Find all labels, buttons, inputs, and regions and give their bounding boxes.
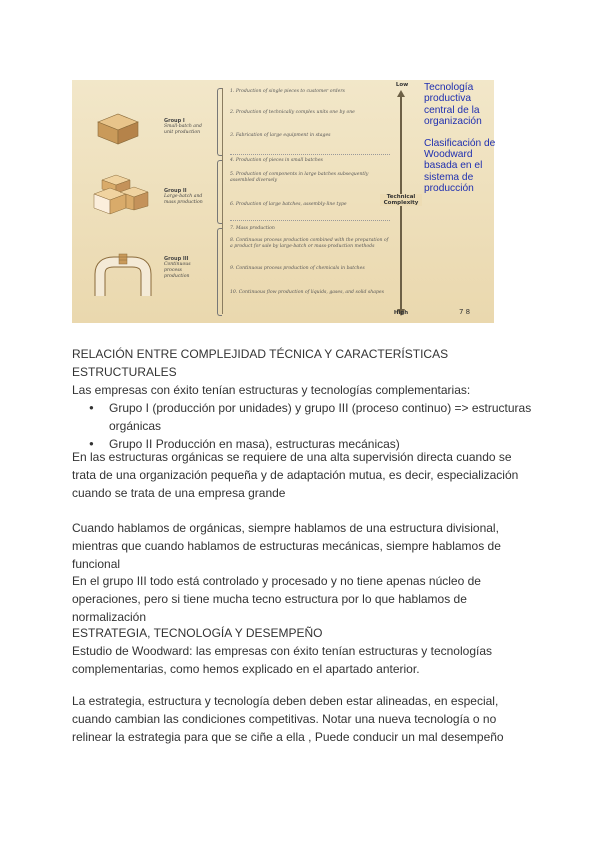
section-heading: ESTRATEGIA, TECNOLOGÍA Y DESEMPEÑO — [72, 626, 323, 640]
production-item: 6. Production of large batches, assembly-line type — [230, 202, 347, 207]
section-heading: RELACIÓN ENTRE COMPLEJIDAD TÉCNICA Y CARACTERÍSTICAS ESTRUCTURALES — [72, 347, 449, 379]
single-box-illustration — [94, 110, 142, 146]
paragraph: En las estructuras orgánicas se requiere de una alta supervisión directa cuando se trata de una organización pequeña y de adaptación mutua, es decir, especialización cuando se trata de una empresa grande — [72, 450, 519, 500]
production-item: 5. Production of components in large batches subsequently assembled diversely — [230, 172, 369, 183]
section-complexity — [72, 345, 532, 453]
paragraph: Cuando hablamos de orgánicas, siempre hablamos de una estructura divisional, mientras que cuando hablamos de estructuras mecánicas, siempre hablamos de funcional — [72, 521, 501, 571]
axis-low-label: Low — [395, 82, 409, 88]
item-divider — [230, 154, 390, 155]
group-title: Group III — [164, 256, 189, 262]
group-title: Group II — [164, 188, 187, 194]
production-item: 2. Production of technically complex units one by one — [230, 110, 355, 115]
figure-annotation — [424, 82, 496, 195]
axis-title: Technical Complexity — [380, 194, 422, 206]
item-divider — [230, 220, 390, 221]
production-item: 3. Fabrication of large equipment in stages — [230, 133, 331, 138]
page-number: 7 8 — [459, 308, 471, 316]
annotation-classification: Clasificación de Woodward basada en el sistema de producción — [424, 137, 496, 195]
annotation-technology: Tecnología productiva central de la organización — [424, 82, 482, 128]
group-desc: Continuous process production — [164, 262, 191, 279]
group-1-label — [164, 118, 234, 136]
stacked-boxes-illustration — [90, 170, 152, 218]
bullet-list — [72, 399, 532, 453]
production-item: 9. Continuous process production of chemicals in batches — [230, 266, 365, 271]
pipe-illustration — [92, 252, 154, 298]
group-3-label — [164, 256, 234, 280]
group-3-brace — [217, 228, 222, 316]
group-title: Group I — [164, 118, 185, 124]
production-item: 1. Production of single pieces to customer orders — [230, 89, 345, 94]
paragraph: La estrategia, estructura y tecnología deben deben estar alineadas, en especial, cuando cambian las condiciones competitivas. Notar una nueva tecnología o no relinear la estrategia para que se ciñe a ella , Puede conducir un mal desempeño — [72, 694, 504, 744]
intro-paragraph: Las empresas con éxito tenían estructuras y tecnologías complementarias: — [72, 383, 471, 397]
group-2-brace — [217, 160, 222, 224]
axis-high-label: High — [393, 310, 409, 316]
production-item: 7. Mass production — [230, 226, 275, 231]
group-divider-line — [222, 88, 223, 314]
group-1-brace — [217, 88, 222, 156]
group-desc: Large-batch and mass production — [164, 194, 203, 205]
group-desc: Small-batch and unit production — [164, 124, 202, 135]
production-item: 8. Continuous process production combined with the preparation of a product for sale by large-batch or mass-production methods — [230, 238, 389, 249]
paragraph: En el grupo III todo está controlado y procesado y no tiene apenas núcleo de operaciones, pero si tiene mucha tecno estructura por lo que hablamos de normalización — [72, 574, 481, 624]
bullet-item: ● Grupo I (producción por unidades) y grupo III (proceso continuo) => estructuras orgánicas — [72, 399, 532, 435]
production-item: 4. Production of pieces in small batches — [230, 158, 323, 163]
intro-paragraph: Estudio de Woodward: las empresas con éxito tenían estructuras y tecnologías complementarias, como hemos explicado en el apartado anterior. — [72, 644, 493, 676]
section-strategy — [72, 624, 532, 678]
bullet-item: ● Grupo II Producción en masa), estructuras mecánicas) — [72, 435, 532, 453]
group-2-label — [164, 188, 234, 206]
production-item: 10. Continuous flow production of liquids, gases, and solid shapes — [230, 290, 384, 295]
